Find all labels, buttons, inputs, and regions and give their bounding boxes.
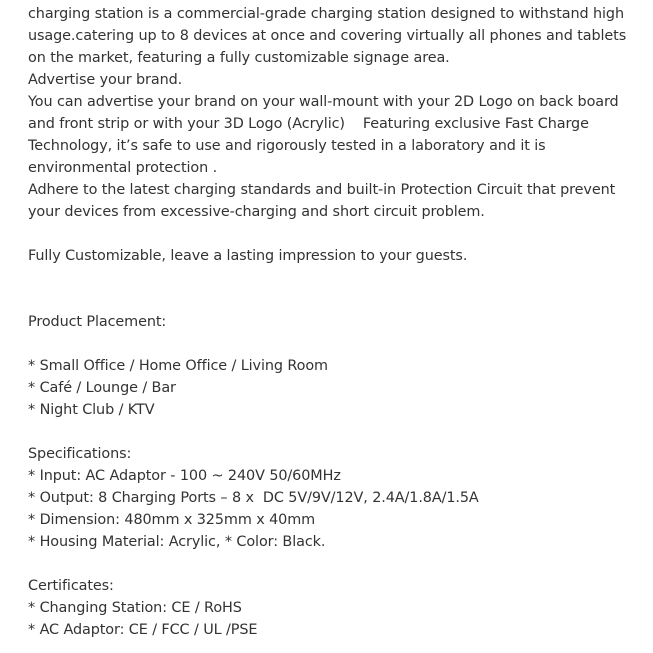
description-line: your devices from excessive-charging and short circuit problem. xyxy=(28,204,485,220)
specifications-heading: Specifications: xyxy=(28,446,132,462)
spacer xyxy=(28,333,653,355)
placement-item: * Café / Lounge / Bar xyxy=(28,380,176,396)
spacer xyxy=(28,553,653,575)
description-line: You can advertise your brand on your wall-mount with your 2D Logo on back board xyxy=(28,94,619,110)
description-line: environmental protection . xyxy=(28,160,218,176)
description-line: and front strip or with your 3D Logo (Acrylic) Featuring exclusive Fast Charge xyxy=(28,116,589,132)
description-line: usage.catering up to 8 devices at once and covering virtually all phones and tablets xyxy=(28,28,627,44)
spacer xyxy=(28,267,653,289)
certificate-item: * Changing Station: CE / RoHS xyxy=(28,600,242,616)
certificate-item: * AC Adaptor: CE / FCC / UL /PSE xyxy=(28,622,258,638)
description-line: charging station is a commercial-grade charging station designed to withstand high xyxy=(28,6,624,22)
description-line: on the market, featuring a fully customizable signage area. xyxy=(28,50,450,66)
placement-heading: Product Placement: xyxy=(28,314,167,330)
description-line: Advertise your brand. xyxy=(28,72,183,88)
specification-item: * Input: AC Adaptor - 100 ~ 240V 50/60MHz xyxy=(28,468,341,484)
description-line: Adhere to the latest charging standards and built-in Protection Circuit that prevent xyxy=(28,182,616,198)
product-description xyxy=(28,3,653,641)
description-line: Technology, it’s safe to use and rigorously tested in a laboratory and it is xyxy=(28,138,546,154)
specification-item: * Output: 8 Charging Ports – 8 x DC 5V/9V/12V, 2.4A/1.8A/1.5A xyxy=(28,490,479,506)
placement-item: * Small Office / Home Office / Living Room xyxy=(28,358,328,374)
specification-item: * Dimension: 480mm x 325mm x 40mm xyxy=(28,512,316,528)
spacer xyxy=(28,223,653,245)
specification-item: * Housing Material: Acrylic, * Color: Black. xyxy=(28,534,326,550)
certificates-heading: Certificates: xyxy=(28,578,114,594)
spacer xyxy=(28,289,653,311)
tagline: Fully Customizable, leave a lasting impression to your guests. xyxy=(28,248,468,264)
spacer xyxy=(28,421,653,443)
placement-item: * Night Club / KTV xyxy=(28,402,155,418)
